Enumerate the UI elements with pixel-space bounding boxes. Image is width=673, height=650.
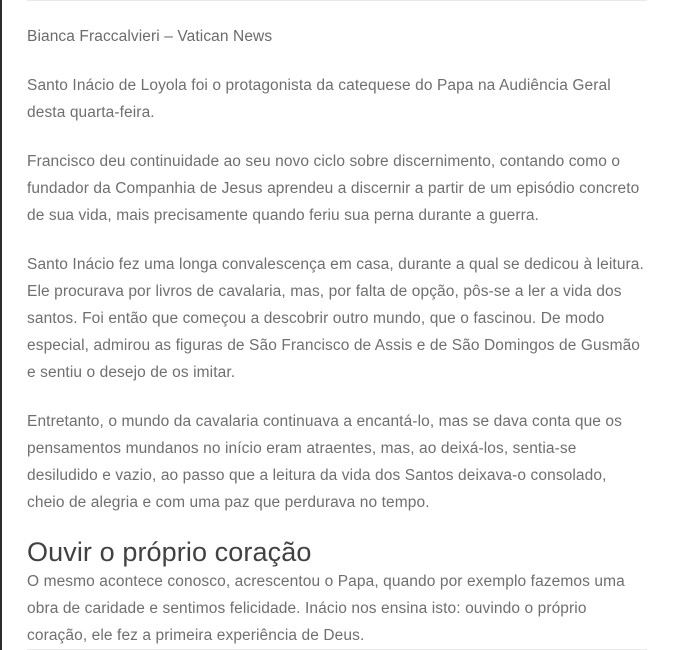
article-paragraph: Francisco deu continuidade ao seu novo ciclo sobre discernimento, contando como o fundador da Companhia de Jesus aprendeu a discernir a partir de um episódio concreto de sua vida, mais precisamente quando feriu sua perna durante a guerra. bbox=[27, 153, 640, 224]
article-paragraph: Santo Inácio de Loyola foi o protagonista da catequese do Papa na Audiência Geral desta quarta-feira. bbox=[27, 77, 611, 121]
author-line: Bianca Fraccalvieri – Vatican News bbox=[27, 28, 273, 45]
section-paragraph: O mesmo acontece conosco, acrescentou o Papa, quando por exemplo fazemos uma obra de caridade e sentimos felicidade. Inácio nos ensina isto: ouvindo o próprio coração, ele fez a primeira experiência de Deus. bbox=[27, 573, 625, 644]
section-heading: Ouvir o próprio coração bbox=[27, 537, 312, 567]
article-content bbox=[2, 0, 673, 650]
article-paragraph: Santo Inácio fez uma longa convalescença em casa, durante a qual se dedicou à leitura. Ele procurava por livros de cavalaria, mas, por falta de opção, pôs-se a ler a vida dos santos. Foi então que começou a descobrir outro mundo, que o fascinou. De modo especial, admirou as figuras de São Francisco de Assis e de São Domingos de Gusmão e sentiu o desejo de os imitar. bbox=[27, 256, 644, 381]
top-divider bbox=[27, 0, 647, 1]
article-paragraph: Entretanto, o mundo da cavalaria continuava a encantá-lo, mas se dava conta que os pensamentos mundanos no início eram atraentes, mas, ao deixá-los, sentia-se desiludido e vazio, ao passo que a leitura da vida dos Santos deixava-o consolado, cheio de alegria e com uma paz que perdurava no tempo. bbox=[27, 413, 622, 511]
